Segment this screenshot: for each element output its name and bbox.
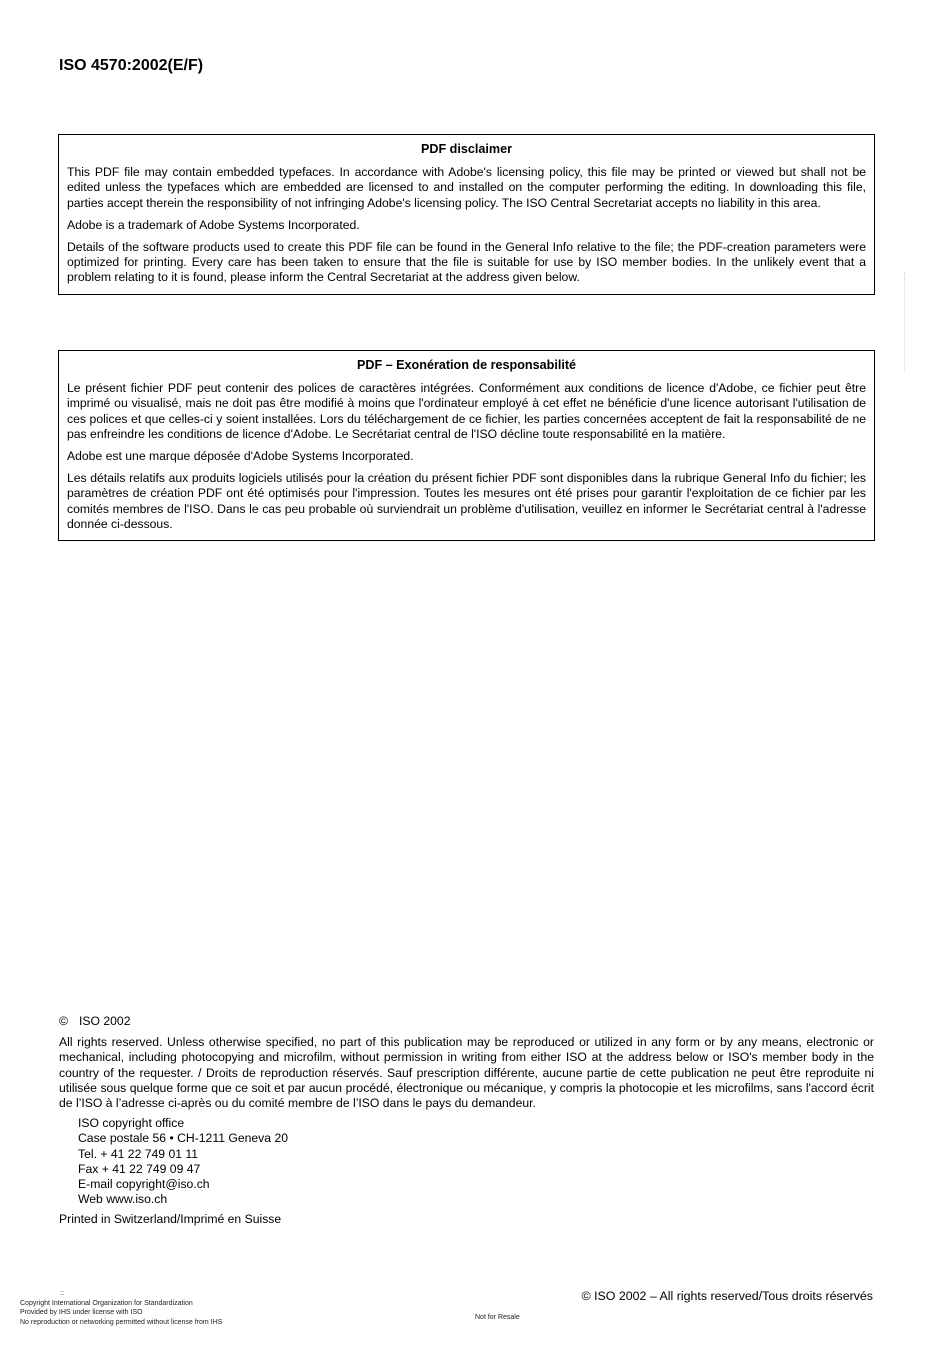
footer-copyright: © ISO 2002 – All rights reserved/Tous droits réservés: [581, 1289, 873, 1303]
license-line: Provided by IHS under license with ISO: [20, 1309, 143, 1316]
exoneration-paragraph: Les détails relatifs aux produits logiciels utilisés pour la création du présent fichier PDF sont disponibles dans la rubrique General Info du fichier; les paramètres de création PDF ont été optimisés pour l'impression. Toutes les mesures ont été prises pour garantir l'exploitation de ce fichier par les comités membres de l'ISO. Dans le cas peu probable où surviendrait un problème d'utilisation, veuillez en informer le Secrétariat central à l'adresse donnée ci-dessous.: [67, 471, 866, 531]
address-line: Case postale 56 • CH-1211 Geneva 20: [78, 1131, 289, 1146]
address-line: Fax + 41 22 749 09 47: [78, 1161, 201, 1176]
printed-in: Printed in Switzerland/Imprimé en Suisse: [59, 1212, 282, 1227]
pdf-exoneration-box: [58, 350, 875, 541]
footer-marker: ::: [60, 1290, 64, 1297]
address-line: Tel. + 41 22 749 01 11: [78, 1146, 199, 1161]
exoneration-paragraph: Le présent fichier PDF peut contenir des polices de caractères intégrées. Conformément aux conditions de licence d'Adobe, ce fichier peut être imprimé ou visualisé, mais ne doit pas être modifié à moins que l'ordinateur employé à cet effet ne bénéficie d'une licence autorisant l'utilisation de ces polices et que celles-ci y soient installées. Lors du téléchargement de ce fichier, les parties concernées acceptent de fait la responsabilité de ne pas enfreindre les conditions de licence d'Adobe. Le Secrétariat central de l'ISO décline toute responsabilité en la matière.: [67, 381, 866, 441]
address-line: ISO copyright office: [78, 1116, 185, 1131]
license-line: Copyright International Organization for Standardization: [20, 1299, 193, 1307]
document-id: ISO 4570:2002(E/F): [59, 57, 204, 74]
disclaimer-paragraph: Adobe is a trademark of Adobe Systems Incorporated.: [67, 217, 360, 232]
copyright-year: ISO 2002: [79, 1014, 131, 1028]
license-line: No reproduction or networking permitted without license from IHS: [20, 1318, 223, 1326]
pdf-exoneration-title: PDF – Exonération de responsabilité: [356, 358, 577, 372]
copyright-section: [59, 1014, 874, 1228]
pdf-disclaimer-box: [58, 134, 875, 295]
rights-statement: All rights reserved. Unless otherwise specified, no part of this publication may be reproduced or utilized in any form or by any means, electronic or mechanical, including photocopying and microfilm, without permission in writing from either ISO at the address below or ISO's member body in the country of the requester. / Droits de reproduction réservés. Sauf prescription différente, aucune partie de cette publication ne peut être reproduite ni utilisée sous quelque forme que ce soit et par aucun procédé, électronique ou mécanique, y compris la photocopie et les microfilms, sans l'accord écrit de l’ISO à l’adresse ci-après ou du comité membre de l’ISO dans le pays du demandeur.: [59, 1035, 874, 1111]
disclaimer-paragraph: This PDF file may contain embedded typefaces. In accordance with Adobe's licensing policy, this file may be printed or viewed but shall not be edited unless the typefaces which are embedded are licensed to and installed on the computer performing the editing. In downloading this file, parties accept therein the responsibility of not infringing Adobe's licensing policy. The ISO Central Secretariat accepts no liability in this area.: [67, 165, 866, 210]
copyright-year-line: [59, 1014, 874, 1029]
disclaimer-paragraph: Details of the software products used to create this PDF file can be found in the General Info relative to the file; the PDF-creation parameters were optimized for printing. Every care has been taken to ensure that the file is suitable for use by ISO member bodies. In the unlikely event that a problem relating to it is found, please inform the Central Secretariat at the address given below.: [67, 240, 866, 285]
copyright-symbol: ©: [59, 1014, 68, 1028]
not-for-resale: Not for Resale: [475, 1314, 520, 1321]
license-notice: [20, 1289, 222, 1327]
copyright-office-address: [78, 1116, 874, 1207]
side-mark: [904, 272, 908, 372]
address-web: Web www.iso.ch: [78, 1192, 168, 1207]
address-email: E-mail copyright@iso.ch: [78, 1176, 210, 1191]
exoneration-paragraph: Adobe est une marque déposée d'Adobe Systems Incorporated.: [67, 449, 414, 464]
pdf-disclaimer-title: PDF disclaimer: [421, 142, 512, 156]
